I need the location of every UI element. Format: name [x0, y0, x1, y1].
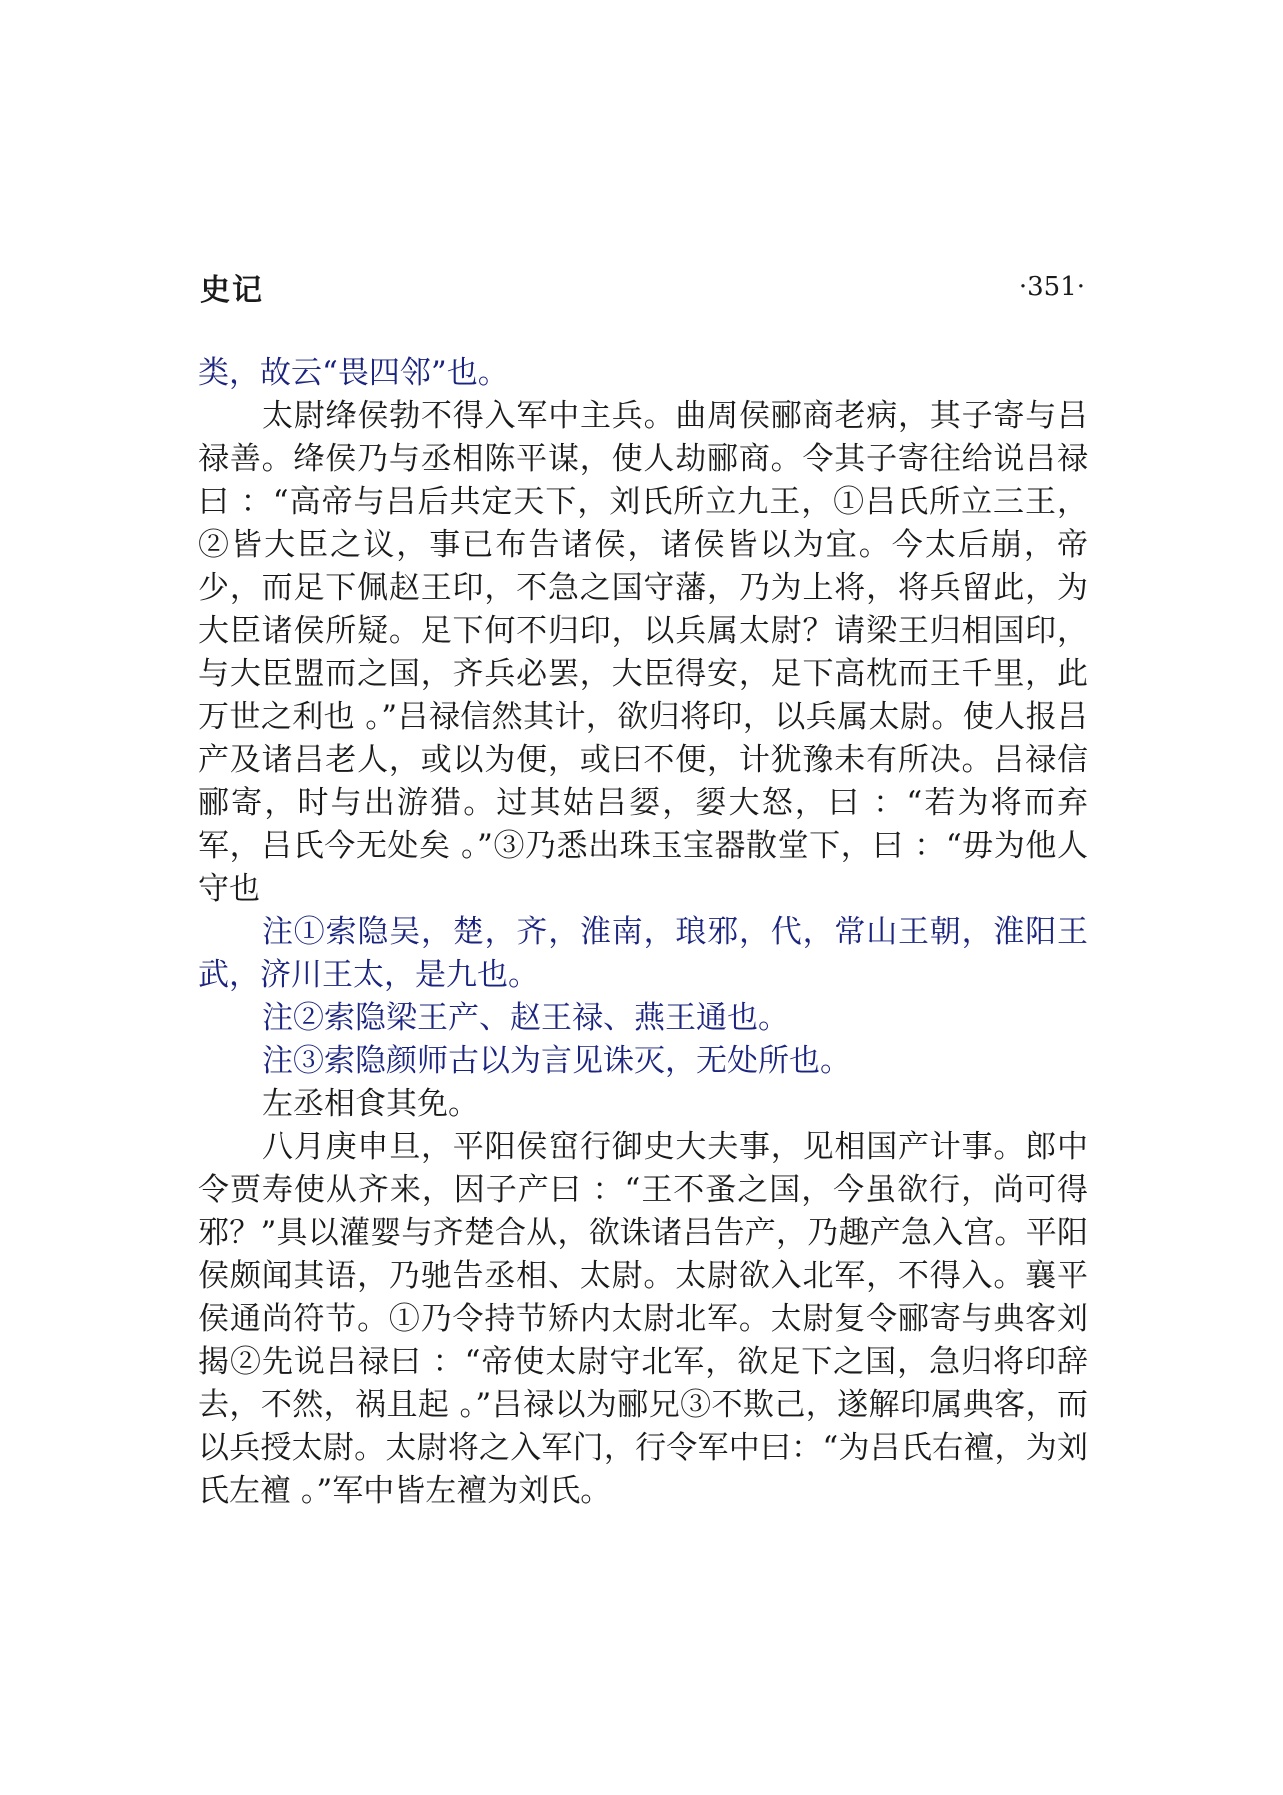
annotation-note-1: 注①索隐吴，楚，齐，淮南，琅邪，代，常山王朝，淮阳王武，济川王太，是九也。 — [198, 914, 1088, 993]
book-title: 史记 — [200, 273, 264, 308]
page-header — [200, 265, 1085, 309]
annotation-note-2: 注②索隐梁王产、赵王禄、燕王通也。 — [262, 1000, 789, 1036]
body-text — [198, 352, 1088, 1513]
annotation-note-3: 注③索隐颜师古以为言见诛灭，无处所也。 — [262, 1043, 851, 1079]
page-number: ·351· — [1018, 272, 1085, 302]
note-continuation: 类，故云“畏四邻”也。 — [198, 355, 509, 391]
paragraph: 太尉绛侯勃不得入军中主兵。曲周侯郦商老病，其子寄与吕禄善。绛侯乃与丞相陈平谋，使人劫郦商。令其子寄往给说吕禄曰 ：“高帝与吕后共定天下，刘氏所立九王，①吕氏所立三王，②皆大臣之议，事已布告诸侯，诸侯皆以为宜。今太后崩，帝少，而足下佩赵王印，不急之国守藩，乃为上将，将兵留此，为大臣诸侯所疑。足下何不归印，以兵属太尉？请梁王归相国印，与大臣盟而之国，齐兵必罢，大臣得安，足下高枕而王千里，此万世之利也 。”吕禄信然其计，欲归将印，以兵属太尉。使人报吕产及诸吕老人，或以为便，或曰不便，计犹豫未有所决。吕禄信郦寄，时与出游猎。过其姑吕媭，媭大怒，曰 ：“若为将而弃军，吕氏今无处矣 。”③乃悉出珠玉宝器散堂下，曰 ：“毋为他人守也 — [198, 398, 1088, 907]
paragraph: 左丞相食其免。 — [262, 1086, 479, 1122]
paragraph: 八月庚申旦，平阳侯窋行御史大夫事，见相国产计事。郎中令贾寿使从齐来，因子产曰 ：“王不蚤之国，今虽欲行，尚可得邪？”具以灌婴与齐楚合从，欲诛诸吕告产，乃趣产急入宫。平阳侯颇闻其语，乃驰告丞相、太尉。太尉欲入北军，不得入。襄平侯通尚符节。①乃令持节矫内太尉北军。太尉复令郦寄与典客刘揭②先说吕禄曰 ：“帝使太尉守北军，欲足下之国，急归将印辞去，不然，祸且起 。”吕禄以为郦兄③不欺己，遂解印属典客，而以兵授太尉。太尉将之入军门，行令军中曰：“为吕氏右襢，为刘氏左襢 。”军中皆左襢为刘氏。 — [198, 1129, 1088, 1509]
